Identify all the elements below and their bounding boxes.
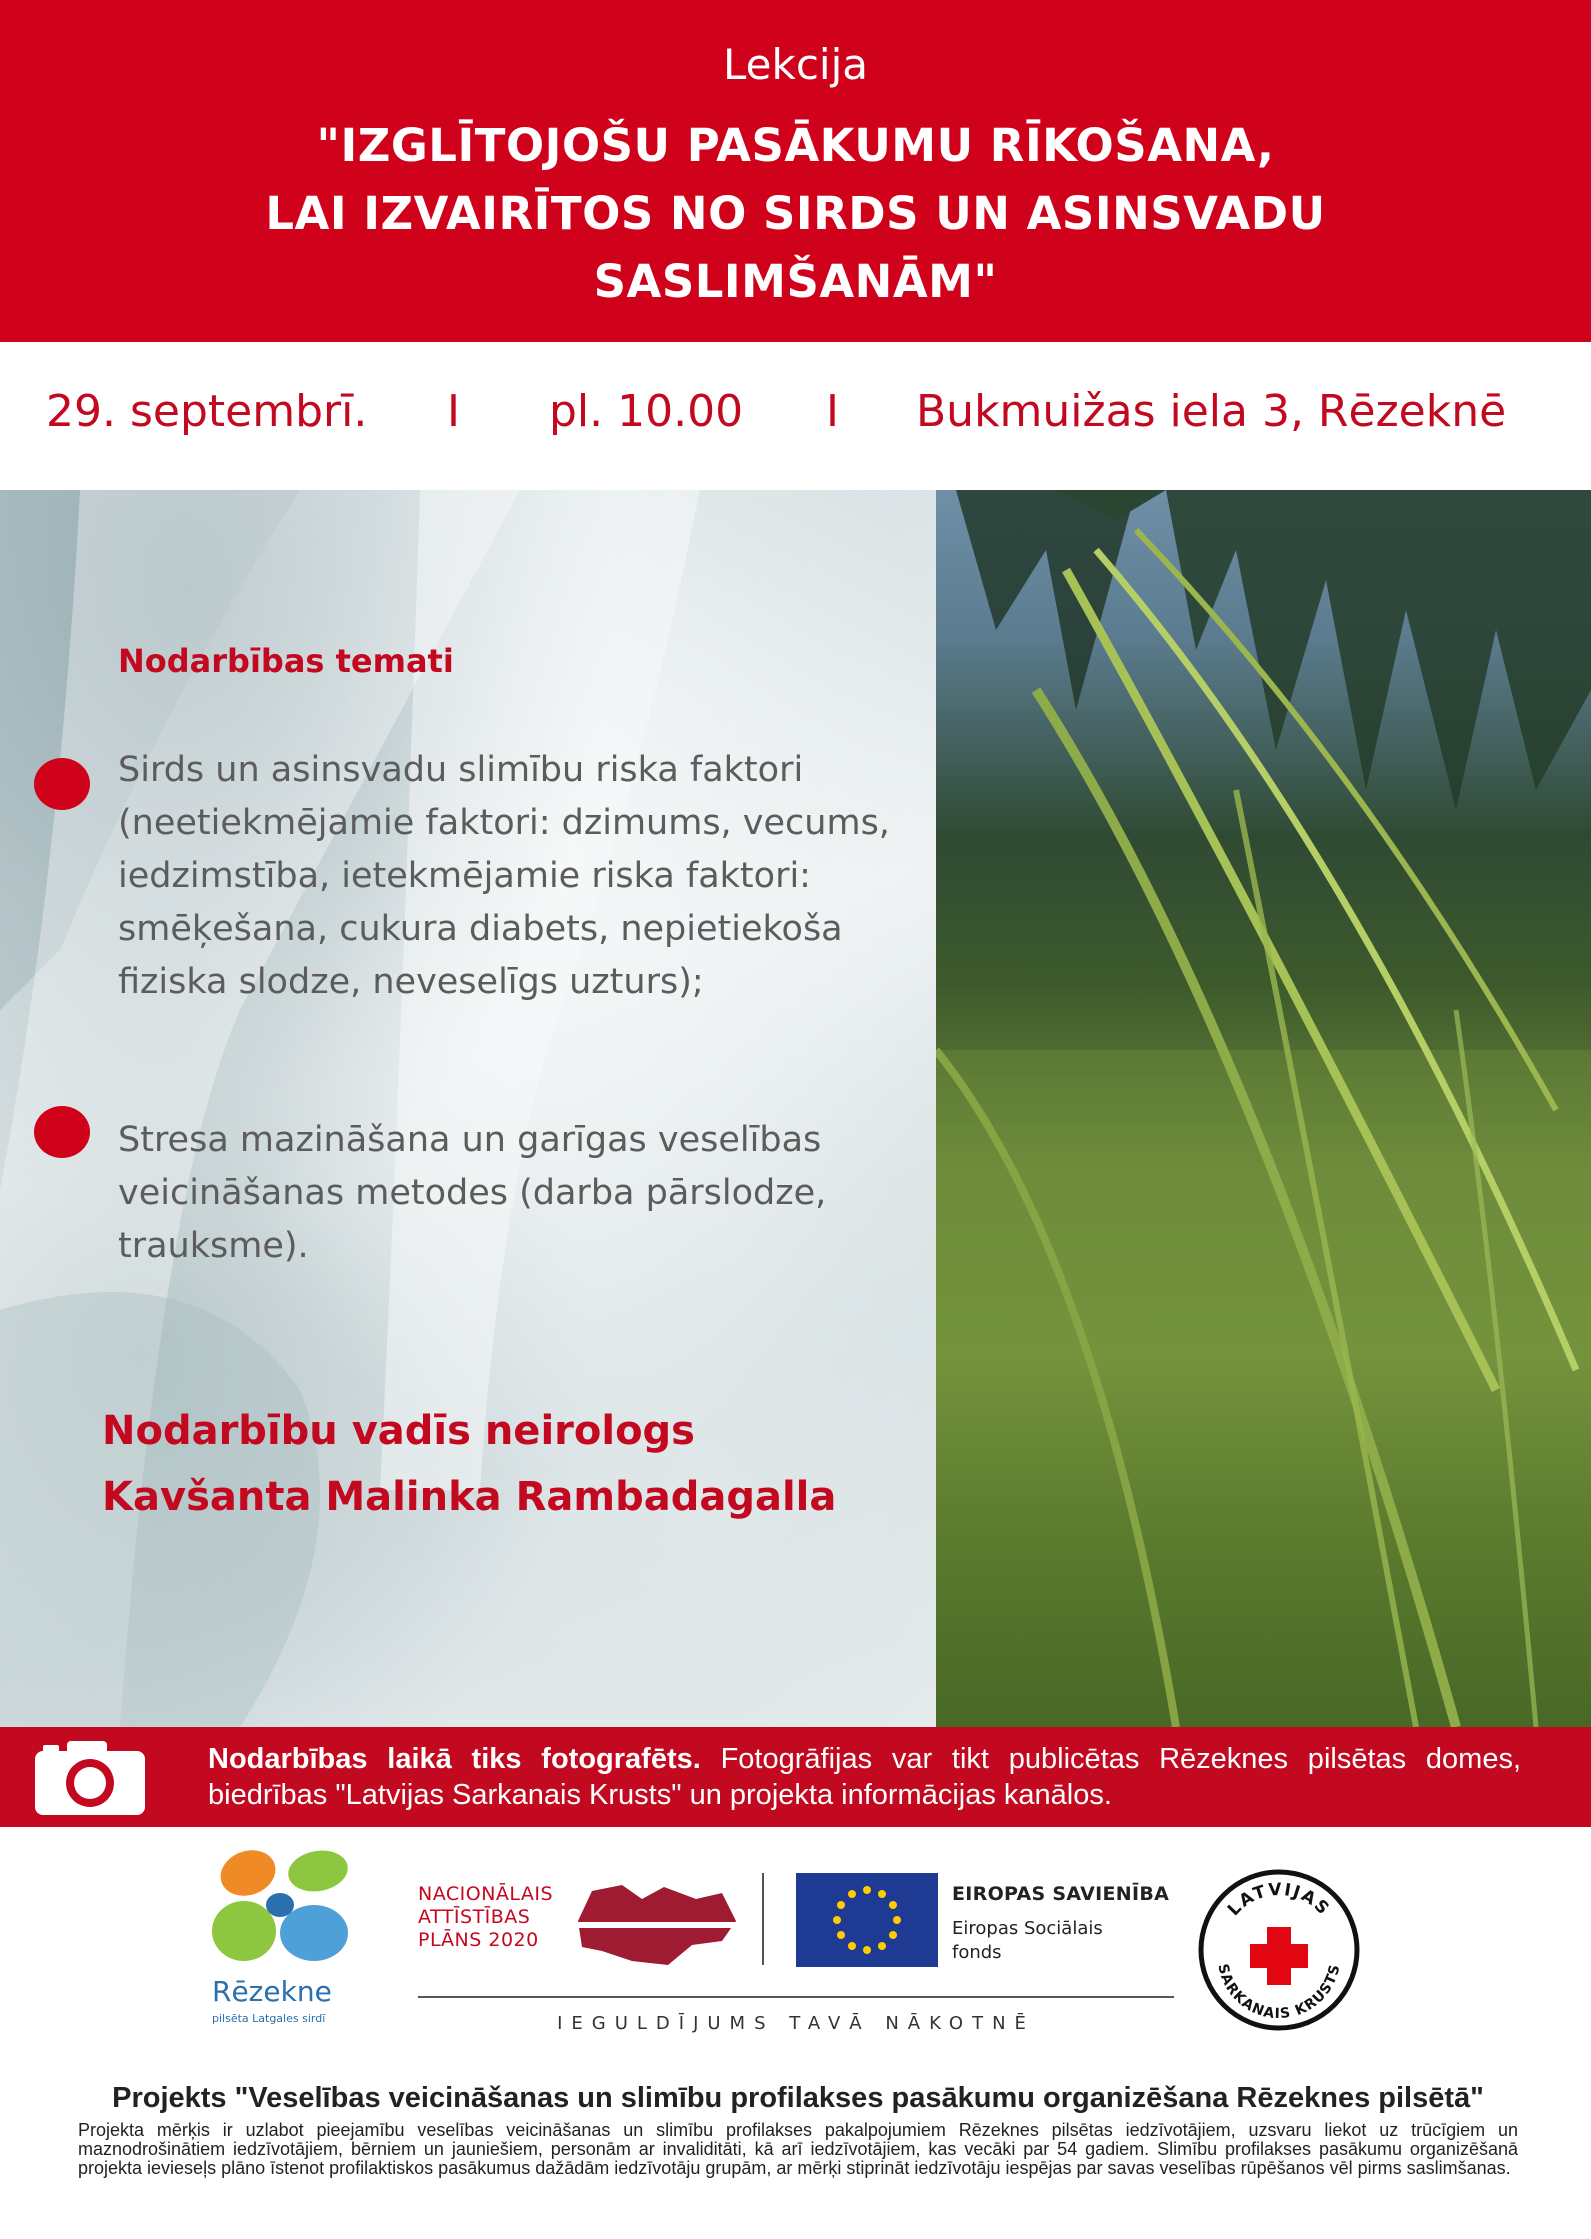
project-title: Projekts "Veselības veicināšanas un slimību profilakses pasākumu organizēšana Rēzeknes pilsētā" [112, 2082, 1484, 2114]
topic-item-2: Stresa mazināšana un garīgas veselības veicināšanas metodes (darba pārslodze, trauksme). [118, 1120, 827, 1266]
eu-fund-line: Eiropas Sociālais [952, 1918, 1103, 1939]
event-info-bar [0, 342, 1591, 490]
nap-line: PLĀNS 2020 [418, 1929, 539, 1951]
camera-icon [33, 1737, 147, 1817]
eu-title: EIROPAS SAVIENĪBA [952, 1883, 1170, 1905]
event-place: Bukmuižas iela 3, Rēzeknē [916, 386, 1507, 437]
title-line-1: "IZGLĪTOJOŠU PASĀKUMU RĪKOŠANA, [316, 119, 1275, 172]
lecture-title [0, 112, 1591, 316]
eu-stars-icon [796, 1873, 938, 1967]
photo-notice-bold: Nodarbības laikā tiks fotografēts. [208, 1743, 701, 1775]
red-cross-logo-icon [1196, 1867, 1362, 2033]
latvia-map-icon [572, 1881, 742, 1971]
bullet-dot [34, 758, 90, 810]
photo-notice-bar [0, 1727, 1591, 1827]
separator: I [826, 386, 839, 437]
photo-notice-rest: Fotogrāfijas var tikt publicētas Rēzeknes pilsētas domes, biedrības "Latvijas Sarkanais Krusts" un projekta informācijas kanālos. [208, 1743, 1522, 1811]
title-line-2: LAI IZVAIRĪTOS NO SIRDS UN ASINSVADU [265, 187, 1326, 240]
header-banner [0, 0, 1591, 342]
nap-line: ATTĪSTĪBAS [418, 1906, 531, 1928]
nap-line: NACIONĀLAIS [418, 1883, 554, 1905]
event-time: pl. 10.00 [549, 386, 744, 437]
topic-item-1: Sirds un asinsvadu slimību riska faktori (neetiekmējamie faktori: dzimums, vecums, iedzimstība, ietekmējamie riska faktori: smēķešana, cukura diabets, nepietiekoša fiziska slodze, neveselīgs uzturs); [118, 750, 890, 1002]
nap-logo-text [418, 1883, 553, 1952]
rezekne-tagline: pilsēta Latgales sirdī [212, 2012, 326, 2025]
topics-heading: Nodarbības temati [118, 642, 454, 680]
red-cross-bottom-text: SARKANAIS KRUSTS [1214, 1962, 1344, 2023]
eu-flag-icon [796, 1873, 938, 1967]
project-description: Projekta mērķis ir uzlabot pieejamību veselības veicināšanas un slimību profilakses pakalpojumiem Rēzeknes pilsētas iedzīvotājiem, uzsvaru liekot uz trūcīgiem un maznodrošinātiem iedzīvotājiem, bērniem un jauniešiem, personām ar invaliditāti, kā arī iedzīvotājiem, kas vecāki par 54 gadiem. Slimību profilakses pasākumu organizēšanā projekta ievieseļs plāno īstenot profilaktiskos pasākumus dažādām iedzīvotāju grupām, ar mērķi stiprināt iedzīvotāju iespējas par savas veselības rūpēšanos vēl pirms saslimšanas. [78, 2120, 1518, 2178]
bullet-dot [34, 1106, 90, 1158]
rezekne-logo-icon [210, 1845, 360, 1975]
header-kicker: Lekcija [723, 40, 868, 89]
project-info [78, 2081, 1518, 2178]
grass-illustration [936, 490, 1591, 1727]
separator: I [447, 386, 460, 437]
photo-notice-text [208, 1741, 1521, 1813]
event-date: 29. septembrī. [46, 386, 368, 437]
rezekne-name: Rēzekne [212, 1975, 332, 2008]
topics-panel [0, 490, 936, 1727]
logo-divider [762, 1873, 764, 1965]
eu-fund-line: fonds [952, 1942, 1002, 1963]
sponsor-logos [0, 1827, 1591, 2057]
slogan-divider [418, 1996, 1174, 1998]
title-line-3: SASLIMŠANĀM" [593, 255, 998, 308]
lecturer-info [102, 1398, 922, 1530]
eu-fund [952, 1917, 1103, 1965]
lecturer-line-2: Kavšanta Malinka Rambadagalla [102, 1474, 837, 1520]
slogan: IEGULDĪJUMS TAVĀ NĀKOTNĒ [557, 2013, 1035, 2034]
grass-photo [936, 490, 1591, 1727]
lecturer-line-1: Nodarbību vadīs neirologs [102, 1408, 695, 1454]
red-cross-top-text: LATVIJAS [1223, 1879, 1334, 1921]
